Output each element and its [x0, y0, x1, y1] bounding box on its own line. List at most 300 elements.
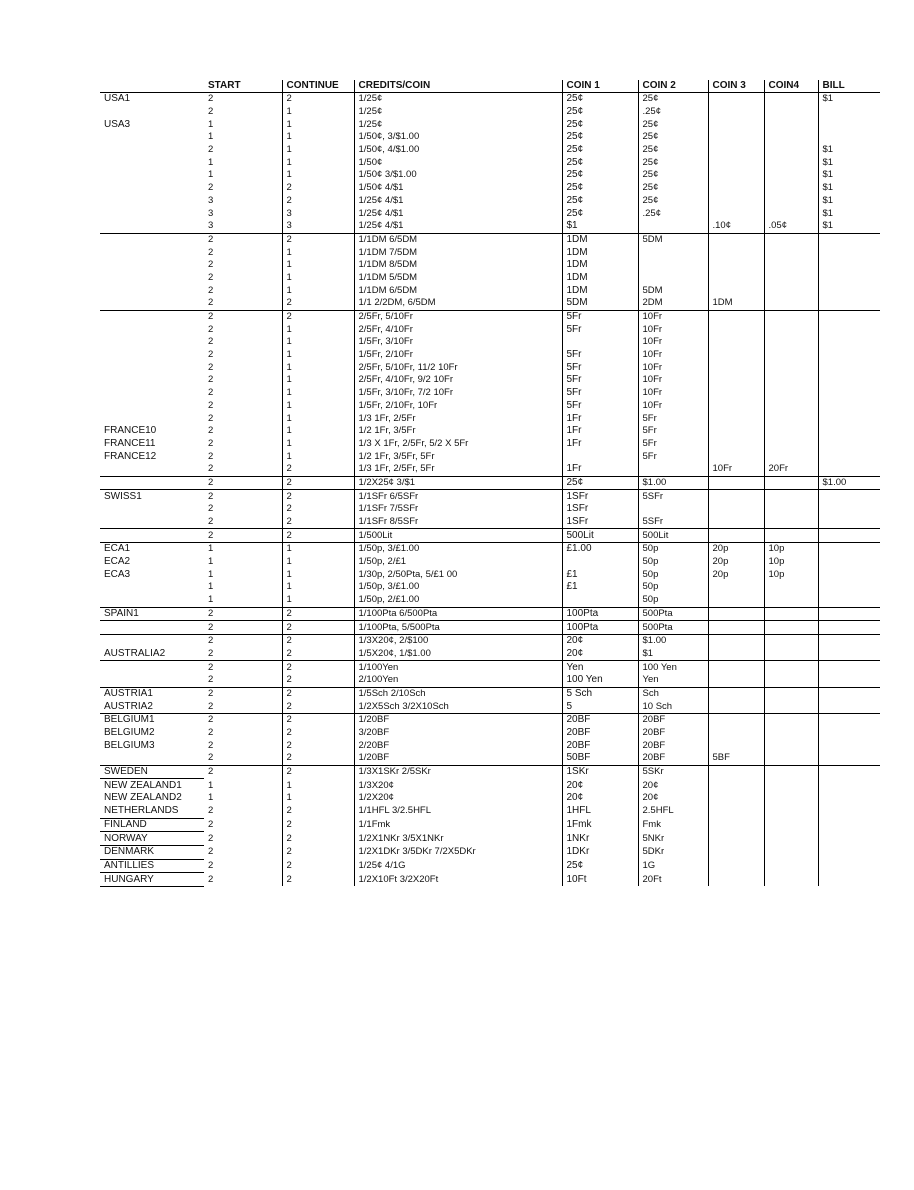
cell-country [100, 220, 204, 233]
header-credits-coin: CREDITS/COIN [354, 80, 562, 93]
cell-coin-4: 10p [764, 556, 818, 569]
cell-start: 2 [204, 297, 282, 310]
cell-coin-3 [708, 169, 764, 182]
cell-start: 3 [208, 207, 214, 219]
cell-coin-2 [638, 503, 708, 516]
cell-credits-coin: 1/50p, 2/£1.00 [354, 594, 562, 607]
cell-country [100, 594, 204, 607]
cell-country: FRANCE10 [104, 425, 157, 437]
cell-coin-2: 5DM [638, 284, 708, 297]
cell-country: FRANCE11 [104, 437, 156, 449]
cell-continue: 1 [282, 387, 354, 400]
cell-credits-coin: 1/5Fr, 2/10Fr, 10Fr [354, 400, 562, 413]
cell-coin-4 [764, 503, 818, 516]
cell-coin-4 [764, 700, 818, 713]
cell-bill [818, 400, 880, 413]
cell-credits-coin: 1/2X25¢ 3/$1 [354, 476, 562, 490]
table-row [100, 106, 880, 119]
cell-bill: $1 [818, 207, 880, 220]
cell-coin-4 [764, 195, 818, 208]
cell-coin-2: 2DM [638, 297, 708, 310]
cell-country [100, 233, 204, 246]
table-row [100, 581, 880, 594]
header-start: START [204, 80, 282, 93]
cell-start: 2 [204, 463, 282, 476]
cell-coin-4 [764, 648, 818, 661]
cell-coin-2: 25¢ [638, 182, 708, 195]
table-row [100, 594, 880, 607]
cell-coin-3 [708, 144, 764, 157]
cell-country: AUSTRIA2 [100, 700, 204, 713]
cell-coin-3 [708, 387, 764, 400]
header-coin-3: COIN 3 [708, 80, 764, 93]
cell-start: 2 [208, 311, 214, 323]
header-continue: CONTINUE [282, 80, 354, 93]
cell-country [100, 752, 204, 765]
table-row [100, 463, 880, 476]
cell-start: 2 [208, 106, 214, 118]
cell-coin-1: 20¢ [562, 648, 638, 661]
cell-coin-1: 50BF [562, 752, 638, 765]
table-row [100, 779, 880, 792]
cell-bill [818, 845, 880, 859]
table-row [100, 832, 880, 846]
cell-coin-3 [708, 765, 764, 779]
cell-start: 2 [208, 635, 214, 647]
cell-bill [818, 661, 880, 674]
cell-country [100, 182, 204, 195]
cell-coin-3 [708, 687, 764, 700]
cell-coin-3 [708, 516, 764, 529]
cell-continue: 2 [282, 634, 354, 647]
cell-country: FRANCE12 [104, 450, 157, 462]
cell-coin-1: 20¢ [562, 779, 638, 792]
cell-coin-1: 100 Yen [562, 674, 638, 687]
cell-coin-2: 25¢ [638, 93, 708, 106]
cell-continue: 1 [282, 594, 354, 607]
cell-continue: 2 [282, 674, 354, 687]
cell-coin-2: 50p [638, 556, 708, 569]
cell-continue: 1 [282, 438, 354, 451]
cell-country: SWEDEN [100, 765, 204, 779]
cell-bill [818, 648, 880, 661]
cell-start: 3 [204, 220, 282, 233]
cell-coin-4 [764, 516, 818, 529]
table-row [100, 207, 880, 220]
cell-coin-3: .10¢ [708, 220, 764, 233]
cell-coin-3 [708, 310, 764, 323]
cell-continue: 1 [282, 284, 354, 297]
table-row [100, 714, 880, 727]
cell-credits-coin: 1/3 1Fr, 2/5Fr, 5Fr [354, 463, 562, 476]
cell-coin-1: 25¢ [562, 118, 638, 131]
table-row [100, 700, 880, 713]
cell-coin-2: 5SFr [638, 516, 708, 529]
header-coin-2: COIN 2 [638, 80, 708, 93]
cell-coin-1: Yen [562, 661, 638, 674]
cell-credits-coin: 2/5Fr, 5/10Fr, 11/2 10Fr [354, 361, 562, 374]
header-row [100, 80, 880, 93]
cell-country: FINLAND [100, 818, 204, 832]
cell-bill: $1.00 [818, 476, 880, 490]
cell-coin-1: 1Fr [562, 412, 638, 425]
cell-start: 1 [208, 779, 214, 791]
cell-coin-1: 500Lit [562, 529, 638, 543]
cell-coin-2: 5Fr [638, 450, 708, 463]
cell-bill [818, 873, 880, 887]
cell-coin-2 [638, 463, 708, 476]
cell-coin-1 [562, 556, 638, 569]
cell-coin-1: 1SFr [562, 490, 638, 503]
cell-coin-2: 50p [638, 543, 708, 556]
cell-country: BELGIUM2 [104, 727, 155, 739]
table-row [100, 727, 880, 740]
cell-continue: 3 [282, 220, 354, 233]
cell-credits-coin: 1/100Pta, 5/500Pta [354, 621, 562, 635]
cell-continue: 1 [282, 425, 354, 438]
cell-credits-coin: 1/1SFr 6/5SFr [354, 490, 562, 503]
cell-coin-2: 5SKr [638, 765, 708, 779]
cell-country: SPAIN1 [100, 607, 204, 621]
cell-start: 2 [208, 425, 214, 437]
cell-credits-coin: 1/5Fr, 3/10Fr, 7/2 10Fr [354, 387, 562, 400]
cell-coin-2: 1G [638, 859, 708, 873]
cell-bill: $1 [818, 220, 880, 233]
cell-start: 2 [204, 700, 282, 713]
cell-bill [818, 700, 880, 713]
cell-coin-1: 100Pta [562, 621, 638, 635]
cell-start: 2 [208, 832, 214, 844]
cell-credits-coin: 1/100Yen [354, 661, 562, 674]
cell-country: NEW ZEALAND2 [104, 792, 182, 804]
table-row [100, 131, 880, 144]
cell-coin-2: 50p [638, 568, 708, 581]
cell-continue: 2 [282, 805, 354, 818]
cell-coin-1: 1Fr [562, 463, 638, 476]
cell-coin-1: 1Fr [562, 425, 638, 438]
cell-coin-4: 20Fr [764, 463, 818, 476]
table-row [100, 516, 880, 529]
cell-continue: 1 [282, 400, 354, 413]
header-coin-1: COIN 1 [562, 80, 638, 93]
cell-coin-1: 1DM [562, 259, 638, 272]
cell-credits-coin: 1/1 2/2DM, 6/5DM [354, 297, 562, 310]
cell-country [100, 412, 204, 425]
cell-start: 2 [208, 412, 214, 424]
cell-coin-3 [708, 400, 764, 413]
cell-credits-coin: 1/25¢ 4/$1 [354, 195, 562, 208]
cell-coin-1: 25¢ [562, 195, 638, 208]
cell-coin-1: 1NKr [562, 832, 638, 846]
cell-bill [818, 687, 880, 700]
cell-credits-coin: 1/3X20¢ [354, 779, 562, 792]
cell-continue: 2 [282, 687, 354, 700]
table-row [100, 752, 880, 765]
cell-start: 2 [204, 529, 282, 543]
cell-country [100, 131, 204, 144]
cell-country [100, 503, 204, 516]
cell-bill [818, 272, 880, 285]
cell-coin-3 [708, 607, 764, 621]
cell-coin-1: 20¢ [562, 792, 638, 805]
cell-coin-1: 5DM [562, 297, 638, 310]
cell-country: DENMARK [100, 845, 204, 859]
cell-coin-3 [708, 859, 764, 873]
cell-coin-4 [764, 310, 818, 323]
cell-coin-2: Fmk [638, 818, 708, 832]
table-row [100, 425, 880, 438]
cell-country [100, 661, 204, 674]
cell-coin-3: 20p [708, 556, 764, 569]
cell-bill [818, 490, 880, 503]
cell-coin-1: 20BF [562, 727, 638, 740]
table-row [100, 674, 880, 687]
cell-coin-2: 25¢ [638, 144, 708, 157]
cell-coin-2: 5Fr [638, 438, 708, 451]
cell-coin-3 [708, 182, 764, 195]
cell-coin-2: 20Ft [638, 873, 708, 887]
cell-coin-4 [764, 779, 818, 792]
cell-credits-coin: 1/2X1NKr 3/5X1NKr [354, 832, 562, 846]
cell-coin-1: 1Fmk [562, 818, 638, 832]
cell-coin-1: 20BF [562, 739, 638, 752]
cell-start: 2 [208, 503, 214, 515]
cell-country: BELGIUM1 [104, 714, 155, 726]
cell-start: 2 [204, 516, 282, 529]
cell-credits-coin: 3/20BF [354, 727, 562, 740]
cell-start: 2 [208, 93, 214, 105]
cell-coin-3 [708, 779, 764, 792]
cell-coin-2 [638, 246, 708, 259]
cell-coin-2: $1.00 [638, 634, 708, 647]
cell-coin-3 [708, 674, 764, 687]
cell-credits-coin: 1/2X10Ft 3/2X20Ft [354, 873, 562, 887]
cell-continue: 1 [282, 792, 354, 805]
cell-coin-3 [708, 845, 764, 859]
cell-coin-4 [764, 425, 818, 438]
cell-coin-2: 10Fr [638, 374, 708, 387]
cell-coin-4 [764, 412, 818, 425]
cell-credits-coin: 1/1DM 8/5DM [354, 259, 562, 272]
cell-coin-2: .25¢ [638, 106, 708, 119]
cell-coin-2: 10Fr [638, 323, 708, 336]
cell-coin-2: 25¢ [638, 195, 708, 208]
cell-coin-3: 10Fr [708, 463, 764, 476]
table-row [100, 543, 880, 556]
cell-start: 2 [208, 805, 214, 817]
cell-bill [818, 463, 880, 476]
cell-credits-coin: 1/2X20¢ [354, 792, 562, 805]
cell-coin-1: 1DM [562, 246, 638, 259]
cell-coin-4 [764, 118, 818, 131]
cell-bill: $1 [818, 182, 880, 195]
cell-country [100, 336, 204, 349]
cell-start: 2 [208, 490, 214, 502]
cell-coin-4 [764, 873, 818, 887]
cell-coin-1: 25¢ [562, 156, 638, 169]
cell-start: 2 [204, 674, 282, 687]
table-row [100, 310, 880, 323]
cell-credits-coin: 1/50p, 2/£1 [354, 556, 562, 569]
cell-coin-3 [708, 832, 764, 846]
cell-country [100, 581, 204, 594]
cell-continue: 1 [282, 568, 354, 581]
cell-bill [818, 594, 880, 607]
cell-coin-4 [764, 450, 818, 463]
cell-country [100, 476, 204, 490]
cell-country: ANTILLIES [100, 859, 204, 873]
table-row [100, 246, 880, 259]
cell-country [100, 400, 204, 413]
cell-coin-1: £1 [562, 568, 638, 581]
cell-bill [818, 284, 880, 297]
cell-start: 2 [208, 437, 214, 449]
table-row [100, 233, 880, 246]
cell-bill [818, 739, 880, 752]
cell-credits-coin: 1/25¢ [354, 93, 562, 106]
cell-coin-3 [708, 714, 764, 727]
cell-start: 2 [204, 607, 282, 621]
cell-coin-2: 5DM [638, 233, 708, 246]
cell-country [100, 246, 204, 259]
cell-start: 2 [208, 323, 214, 335]
cell-start: 3 [208, 194, 214, 206]
cell-start: 1 [208, 118, 214, 130]
cell-bill [818, 752, 880, 765]
cell-coin-1: 5Fr [562, 349, 638, 362]
cell-coin-2: 5Fr [638, 412, 708, 425]
cell-coin-4 [764, 818, 818, 832]
cell-coin-4 [764, 144, 818, 157]
cell-credits-coin: 1/5X20¢, 1/$1.00 [354, 648, 562, 661]
table-row [100, 490, 880, 503]
cell-coin-1: 25¢ [562, 207, 638, 220]
cell-start: 2 [208, 873, 214, 885]
table-row [100, 529, 880, 543]
cell-coin-1: $1 [562, 220, 638, 233]
cell-continue: 1 [282, 156, 354, 169]
cell-coin-3 [708, 792, 764, 805]
cell-bill [818, 674, 880, 687]
table-row [100, 568, 880, 581]
cell-coin-3 [708, 118, 764, 131]
cell-coin-1 [562, 336, 638, 349]
cell-bill [818, 634, 880, 647]
cell-country [100, 106, 204, 119]
cell-continue: 1 [282, 246, 354, 259]
cell-coin-4 [764, 490, 818, 503]
cell-bill [818, 779, 880, 792]
cell-continue: 1 [282, 169, 354, 182]
cell-country [100, 516, 204, 529]
cell-coin-3 [708, 323, 764, 336]
cell-start: 2 [208, 246, 214, 258]
cell-continue: 2 [282, 182, 354, 195]
cell-country: SWISS1 [104, 490, 142, 502]
cell-coin-4 [764, 832, 818, 846]
table-row [100, 93, 880, 106]
cell-continue: 2 [282, 845, 354, 859]
cell-credits-coin: 1/5Fr, 3/10Fr [354, 336, 562, 349]
cell-bill [818, 310, 880, 323]
cell-coin-4 [764, 687, 818, 700]
cell-country [100, 621, 204, 635]
cell-country: NETHERLANDS [100, 805, 204, 818]
cell-coin-2: 50p [638, 581, 708, 594]
cell-coin-4 [764, 336, 818, 349]
cell-country: HUNGARY [100, 873, 204, 887]
cell-start: 2 [208, 859, 214, 871]
cell-coin-1: 20BF [562, 714, 638, 727]
cell-bill: $1 [818, 156, 880, 169]
cell-coin-1: 25¢ [562, 169, 638, 182]
cell-coin-1: 5 Sch [562, 687, 638, 700]
table-row [100, 400, 880, 413]
cell-country [100, 323, 204, 336]
cell-coin-1: 1DKr [562, 845, 638, 859]
cell-coin-1: 5 [562, 700, 638, 713]
cell-coin-4 [764, 476, 818, 490]
cell-credits-coin: 2/100Yen [354, 674, 562, 687]
cell-continue: 2 [282, 93, 354, 106]
cell-coin-3 [708, 349, 764, 362]
table-row [100, 503, 880, 516]
cell-start: 2 [208, 336, 214, 348]
cell-bill [818, 832, 880, 846]
cell-continue: 1 [282, 323, 354, 336]
cell-coin-4 [764, 792, 818, 805]
cell-coin-2: 10Fr [638, 400, 708, 413]
cell-coin-4 [764, 182, 818, 195]
cell-bill [818, 374, 880, 387]
cell-coin-2: 50p [638, 594, 708, 607]
cell-start: 2 [208, 284, 214, 296]
cell-credits-coin: 1/50¢ 3/$1.00 [354, 169, 562, 182]
cell-credits-coin: 1/20BF [354, 714, 562, 727]
cell-coin-4: 10p [764, 543, 818, 556]
cell-start: 2 [208, 271, 214, 283]
cell-credits-coin: 1/1Fmk [354, 818, 562, 832]
cell-continue: 2 [282, 752, 354, 765]
cell-continue: 2 [282, 818, 354, 832]
cell-continue: 2 [282, 503, 354, 516]
cell-coin-2: 25¢ [638, 156, 708, 169]
cell-bill [818, 349, 880, 362]
cell-start: 2 [204, 752, 282, 765]
cell-continue: 2 [282, 700, 354, 713]
cell-coin-2: 500Pta [638, 621, 708, 635]
cell-coin-2: 25¢ [638, 118, 708, 131]
table-row [100, 845, 880, 859]
cell-bill [818, 361, 880, 374]
cell-credits-coin: 1/1HFL 3/2.5HFL [354, 805, 562, 818]
cell-coin-3 [708, 581, 764, 594]
cell-start: 2 [208, 399, 214, 411]
table-row [100, 634, 880, 647]
cell-coin-1: 1DM [562, 272, 638, 285]
cell-coin-2: Yen [638, 674, 708, 687]
cell-coin-2: 10Fr [638, 310, 708, 323]
cell-coin-1: 25¢ [562, 93, 638, 106]
cell-country: AUSTRALIA2 [100, 648, 204, 661]
cell-start: 2 [204, 476, 282, 490]
cell-continue: 2 [282, 529, 354, 543]
cell-coin-4 [764, 805, 818, 818]
cell-coin-3 [708, 272, 764, 285]
cell-coin-4 [764, 156, 818, 169]
table-row [100, 412, 880, 425]
cell-credits-coin: 1/100Pta 6/500Pta [354, 607, 562, 621]
